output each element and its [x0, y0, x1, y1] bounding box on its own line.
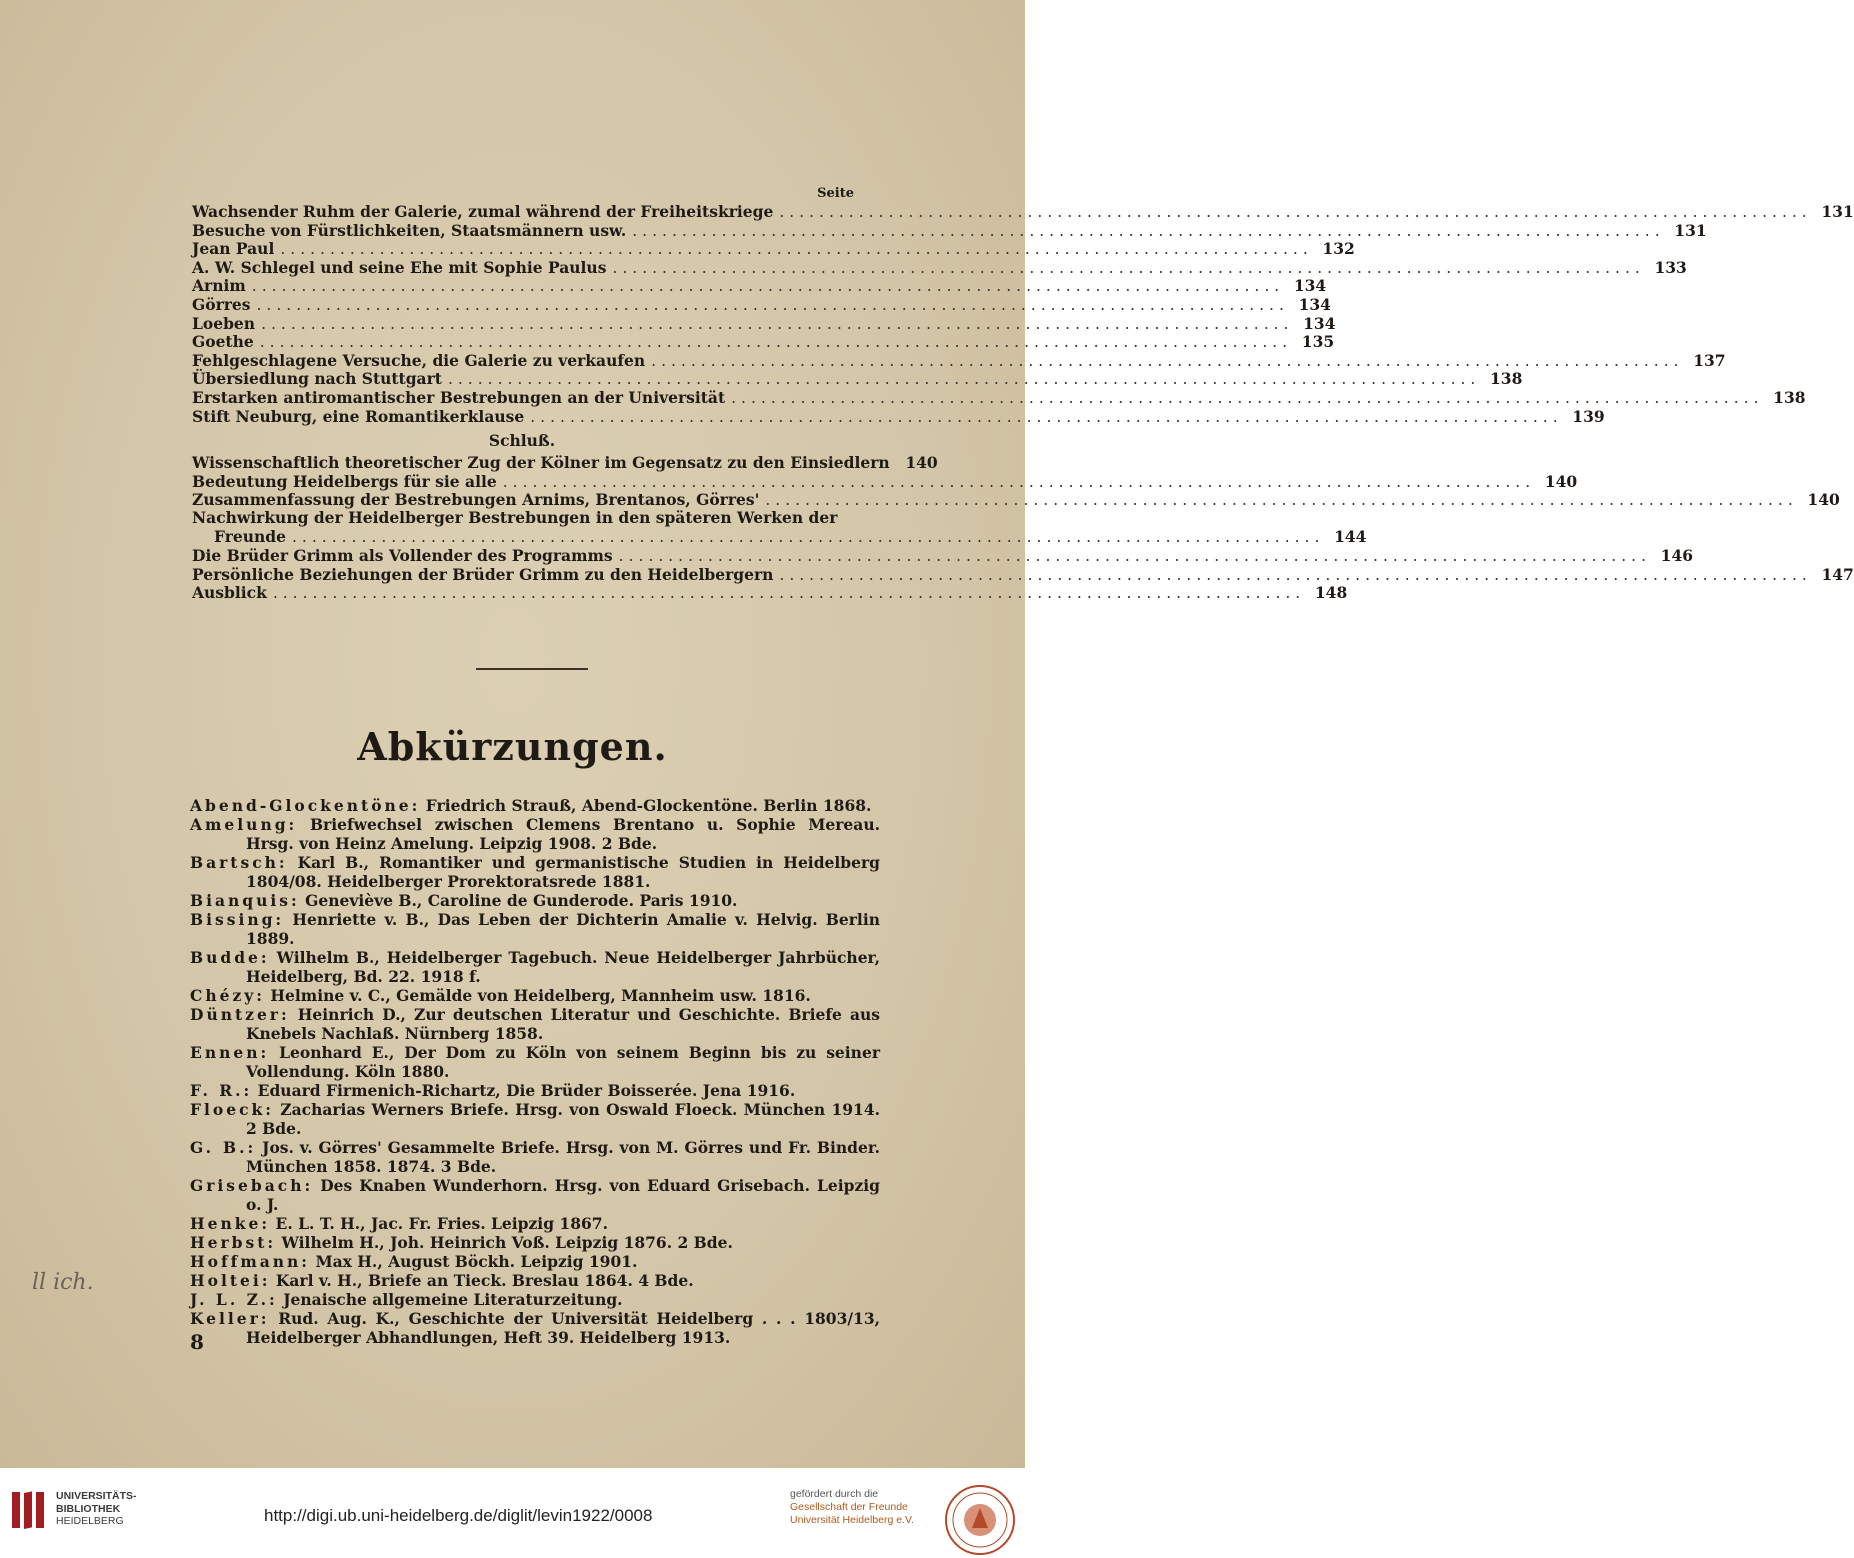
toc-leader: ........................................................................................................	[256, 295, 1289, 314]
toc-leader: ........................................................................................................	[612, 258, 1645, 277]
toc-entry-title: Wachsender Ruhm der Galerie, zumal während der Freiheitskriege	[192, 202, 774, 221]
abbreviation-entry	[190, 1176, 880, 1214]
toc-entry	[192, 583, 1348, 603]
abbreviation-key: Abend-Glockentöne:	[190, 796, 421, 815]
toc-entry-page: 137	[1693, 350, 1726, 370]
toc-entry	[192, 387, 1806, 407]
abbreviation-entry	[190, 853, 880, 891]
toc-leader: ........................................................................................................	[765, 491, 1798, 510]
abbreviation-text: Zacharias Werners Briefe. Hrsg. von Oswald Floeck. München 1914. 2 Bde.	[246, 1100, 880, 1138]
source-url[interactable]: http://digi.ub.uni-heidelberg.de/diglit/levin1922/0008	[264, 1506, 653, 1525]
toc-entry-title: Görres	[192, 294, 251, 314]
table-of-contents	[192, 202, 1854, 603]
abbreviation-key: Keller:	[190, 1309, 270, 1328]
toc-entry-page: 140	[905, 453, 938, 473]
toc-entry	[192, 220, 1707, 240]
toc-entry	[192, 313, 1336, 333]
toc-leader: ........................................................................................................	[261, 314, 1294, 333]
abbreviation-text: Des Knaben Wunderhorn. Hrsg. von Eduard Grisebach. Leipzig o. J.	[246, 1176, 880, 1214]
toc-entry-page: 147	[1821, 564, 1854, 584]
abbreviation-entry	[190, 910, 880, 948]
abbreviation-text: Jenaische allgemeine Literaturzeitung.	[283, 1290, 623, 1309]
toc-entry-title: Zusammenfassung der Bestrebungen Arnims, Brentanos, Görres'	[192, 490, 760, 510]
toc-leader: ........................................................................................................	[651, 351, 1684, 370]
library-name-line: UNIVERSITÄTS-	[56, 1490, 137, 1502]
abbreviation-text: Friedrich Strauß, Abend-Glockentöne. Berlin 1868.	[425, 796, 872, 815]
sponsor-line: Gesellschaft der Freunde	[790, 1501, 908, 1513]
sponsor-line: gefördert durch die	[790, 1488, 879, 1500]
sponsor-text	[790, 1488, 914, 1527]
abbreviation-key: Hoffmann:	[190, 1252, 311, 1271]
sponsor-line: Universität Heidelberg e.V.	[790, 1514, 914, 1526]
abbreviation-entry	[190, 1138, 880, 1176]
toc-entry-page: 134	[1303, 313, 1336, 333]
abbreviation-text: E. L. T. H., Jac. Fr. Fries. Leipzig 1867.	[275, 1214, 608, 1233]
toc-entry	[192, 257, 1687, 277]
page-number: 8	[190, 1330, 204, 1354]
toc-entry-page: 139	[1572, 406, 1605, 426]
toc-entry-title: Fehlgeschlagene Versuche, die Galerie zu verkaufen	[192, 350, 646, 370]
abbreviation-text: Karl B., Romantiker und germanistische Studien in Heidelberg 1804/08. Heidelberger Prorektoratsrede 1881.	[246, 853, 880, 891]
toc-entry-page: 134	[1293, 276, 1327, 296]
abbreviation-entry	[190, 1233, 880, 1252]
abbreviation-key: Ennen:	[190, 1043, 270, 1062]
toc-entry	[192, 490, 1840, 510]
toc-entry-page: 135	[1301, 332, 1335, 352]
toc-entry-title: A. W. Schlegel und seine Ehe mit Sophie Paulus	[192, 257, 607, 277]
toc-entry-title: Nachwirkung der Heidelberger Bestrebungen in den späteren Werken der	[192, 507, 838, 527]
toc-leader: ........................................................................................................	[447, 370, 1481, 389]
toc-leader: ........................................................................................................	[632, 221, 1665, 240]
library-name-line: BIBLIOTHEK	[56, 1502, 121, 1515]
footer	[0, 1468, 1025, 1558]
abbreviation-key: Bissing:	[190, 910, 285, 929]
abbreviation-text: Jos. v. Görres' Gesammelte Briefe. Hrsg. von M. Görres und Fr. Binder. München 1858. 1874. 3 Bde.	[246, 1138, 880, 1176]
toc-entry	[192, 350, 1726, 370]
toc-entry-title: Persönliche Beziehungen der Brüder Grimm zu den Heidelbergern	[192, 564, 774, 584]
toc-entry	[192, 332, 1335, 352]
toc-entry-page: 138	[1490, 369, 1523, 389]
toc-entry-title: Arnim	[192, 276, 246, 296]
toc-entry-page: 134	[1298, 294, 1331, 314]
abbreviation-entry	[190, 891, 880, 910]
toc-leader: ........................................................................................................	[272, 584, 1306, 603]
toc-entry-page: 132	[1322, 239, 1355, 259]
abbreviation-entry	[190, 1309, 880, 1347]
toc-entry	[192, 564, 1854, 584]
toc-entry	[192, 369, 1523, 389]
abbreviation-entry	[190, 1214, 880, 1233]
abbreviation-entry	[190, 1081, 880, 1100]
handwritten-margin-note: ll ich.	[32, 1270, 94, 1295]
library-name-line: HEIDELBERG	[56, 1515, 124, 1527]
abbreviation-text: Wilhelm B., Heidelberger Tagebuch. Neue Heidelberger Jahrbücher, Heidelberg, Bd. 22. 1918 f.	[246, 948, 880, 986]
abbreviation-key: Grisebach:	[190, 1176, 314, 1195]
abbreviation-entry	[190, 1252, 880, 1271]
toc-entry-title: Goethe	[192, 332, 254, 352]
toc-entry	[192, 202, 1854, 221]
toc-seite-label: Seite	[817, 186, 854, 201]
toc-entry-page: 138	[1773, 387, 1806, 407]
toc-entry-page: 146	[1660, 546, 1694, 566]
abbreviation-text: Karl v. H., Briefe an Tieck. Breslau 1864. 4 Bde.	[275, 1271, 694, 1290]
toc-leader: ........................................................................................................	[280, 240, 1313, 259]
abbreviation-text: Geneviève B., Caroline de Gunderode. Paris 1910.	[305, 891, 738, 910]
toc-entry-page: 131	[1821, 202, 1854, 221]
abbreviation-key: Holtei:	[190, 1271, 271, 1290]
abbreviation-key: Herbst:	[190, 1233, 277, 1252]
toc-entry-page: 148	[1314, 583, 1348, 603]
toc-leader: ........................................................................................................	[292, 527, 1325, 546]
toc-entry-title: Bedeutung Heidelbergs für sie alle	[192, 471, 497, 491]
abbreviation-key: F. R.:	[190, 1081, 253, 1100]
abbreviation-entry	[190, 1100, 880, 1138]
abbreviation-key: Floeck:	[190, 1100, 274, 1119]
toc-entry-title: Loeben	[192, 313, 256, 333]
toc-entry	[192, 239, 1355, 259]
toc-entry-page: 144	[1334, 526, 1367, 546]
page-title: Abkürzungen.	[357, 724, 668, 769]
abbreviation-entry	[190, 986, 880, 1005]
abbreviation-text: Briefwechsel zwischen Clemens Brentano u. Sophie Mereau. Hrsg. von Heinz Amelung. Leipzig 1908. 2 Bde.	[246, 815, 880, 853]
library-name	[56, 1490, 137, 1528]
toc-section-heading: Schluß.	[488, 431, 556, 451]
toc-leader: ........................................................................................................	[502, 472, 1536, 491]
toc-entry	[192, 471, 1578, 491]
abbreviation-key: J. L. Z.:	[190, 1290, 278, 1309]
abbreviation-key: Amelung:	[190, 815, 298, 834]
abbreviation-key: Bianquis:	[190, 891, 300, 910]
toc-entry	[192, 406, 1605, 426]
toc-entry-title: Stift Neuburg, eine Romantikerklause	[192, 406, 525, 426]
toc-entry-page: 131	[1674, 220, 1707, 240]
toc-entry-page: 140	[1807, 490, 1840, 510]
toc-leader: ........................................................................................................	[530, 407, 1563, 426]
abbreviation-entry	[190, 815, 880, 853]
abbreviation-entry	[190, 1005, 880, 1043]
abbreviation-key: Budde:	[190, 948, 270, 967]
toc-leader: ........................................................................................................	[779, 565, 1812, 584]
toc-leader: ........................................................................................................	[251, 277, 1285, 296]
library-logo-icon	[10, 1488, 48, 1532]
abbreviation-entry	[190, 1043, 880, 1081]
toc-entry-title: Ausblick	[192, 583, 267, 603]
toc-entry	[192, 546, 1694, 566]
toc-entry-page: 140	[1544, 471, 1578, 491]
toc-entry-title: Erstarken antiromantischer Bestrebungen an der Universität	[192, 387, 726, 407]
abbreviation-text: Rud. Aug. K., Geschichte der Universität Heidelberg . . . 1803/13, Heidelberger Abhandlungen, Heft 39. Heidelberg 1913.	[246, 1309, 881, 1347]
toc-entry	[192, 276, 1327, 296]
abbreviation-text: Max H., August Böckh. Leipzig 1901.	[315, 1252, 638, 1271]
toc-entry-page: 133	[1654, 257, 1687, 277]
toc-entry-title: Jean Paul	[192, 239, 275, 259]
abbreviation-entry	[190, 796, 880, 815]
abbreviation-text: Leonhard E., Der Dom zu Köln von seinem Beginn bis zu seiner Vollendung. Köln 1880.	[246, 1043, 880, 1081]
abbreviation-key: Henke:	[190, 1214, 271, 1233]
toc-entry-title: Freunde	[214, 526, 286, 546]
toc-leader: ........................................................................................................	[259, 333, 1293, 352]
toc-leader: ........................................................................................................	[779, 203, 1812, 221]
toc-entry	[192, 453, 938, 473]
abbreviation-entry	[190, 1290, 880, 1309]
toc-entry	[192, 294, 1331, 314]
abbreviation-key: G. B.:	[190, 1138, 257, 1157]
toc-entry-title: Besuche von Fürstlichkeiten, Staatsmännern usw.	[192, 220, 627, 240]
abbreviation-key: Bartsch:	[190, 853, 288, 872]
divider-rule	[476, 668, 588, 670]
abbreviation-text: Henriette v. B., Das Leben der Dichterin Amalie v. Helvig. Berlin 1889.	[246, 910, 880, 948]
abbreviation-key: Chézy:	[190, 986, 265, 1005]
toc-entry-title: Übersiedlung nach Stuttgart	[192, 369, 442, 389]
abbreviation-entry	[190, 1271, 880, 1290]
toc-leader: ........................................................................................................	[731, 388, 1764, 407]
toc-leader: ........................................................................................................	[618, 547, 1652, 566]
abbreviation-text: Helmine v. C., Gemälde von Heidelberg, Mannheim usw. 1816.	[270, 986, 811, 1005]
abbreviation-entry	[190, 948, 880, 986]
abbreviation-list	[190, 796, 880, 1347]
abbreviation-text: Eduard Firmenich-Richartz, Die Brüder Boisserée. Jena 1916.	[257, 1081, 796, 1100]
toc-entry-title: Wissenschaftlich theoretischer Zug der Kölner im Gegensatz zu den Einsiedlern	[192, 453, 890, 473]
abbreviation-key: Düntzer:	[190, 1005, 290, 1024]
university-seal-icon	[944, 1484, 1016, 1556]
toc-entry-title: Die Brüder Grimm als Vollender des Programms	[192, 546, 613, 566]
toc-entry	[192, 507, 1367, 546]
abbreviation-text: Heinrich D., Zur deutschen Literatur und Geschichte. Briefe aus Knebels Nachlaß. Nürnberg 1858.	[246, 1005, 880, 1043]
abbreviation-text: Wilhelm H., Joh. Heinrich Voß. Leipzig 1876. 2 Bde.	[281, 1233, 733, 1252]
